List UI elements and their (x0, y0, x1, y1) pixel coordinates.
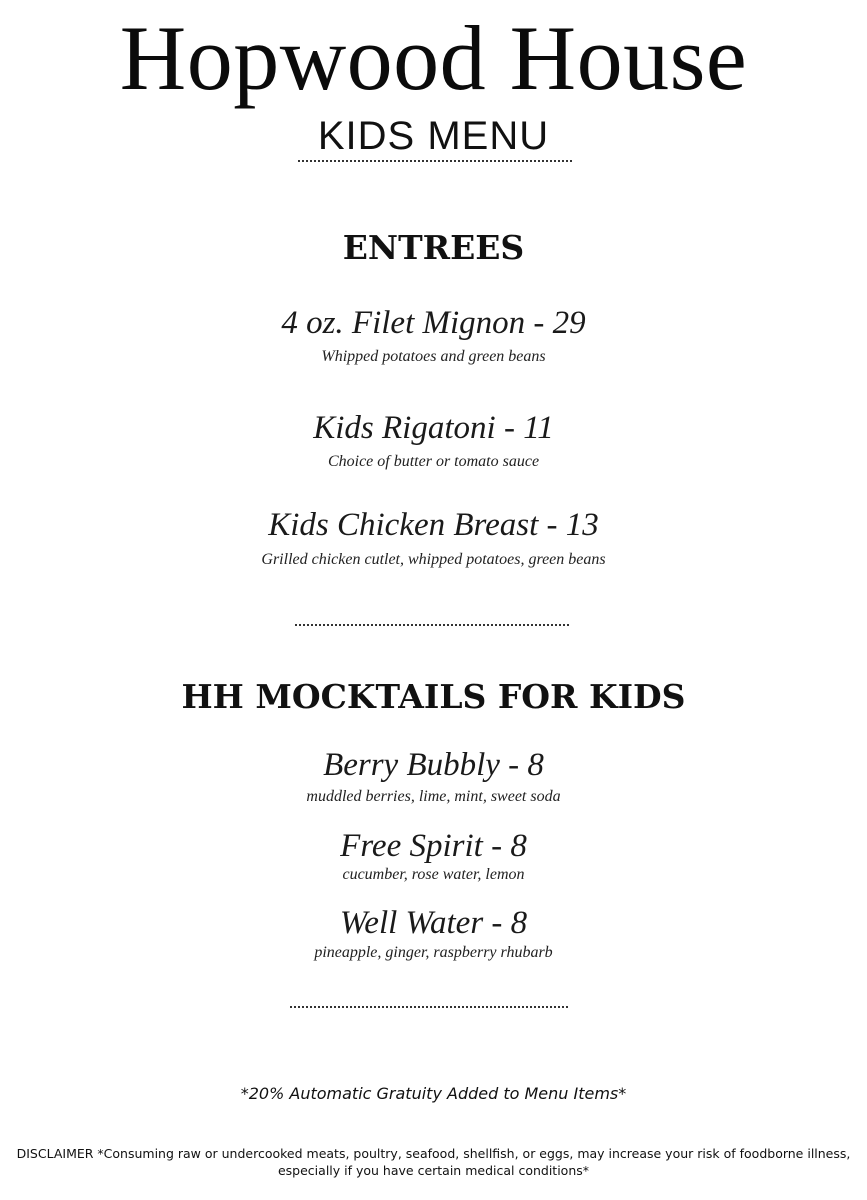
item-price: 8 (510, 828, 527, 864)
mocktails-heading: HH MOCKTAILS FOR KIDS (181, 677, 686, 716)
section-divider (295, 624, 569, 626)
entree-item-name (0, 408, 867, 448)
item-name-text: Kids Rigatoni (313, 410, 496, 446)
gratuity-note: *20% Automatic Gratuity Added to Menu Items* (240, 1084, 627, 1103)
mocktail-item-description: muddled berries, lime, mint, sweet soda (306, 788, 561, 805)
item-price: 8 (527, 747, 544, 783)
item-separator: - (483, 905, 511, 941)
item-price: 13 (565, 507, 599, 543)
mocktail-item-name (0, 903, 867, 943)
item-separator: - (538, 507, 566, 543)
entree-item-description: Grilled chicken cutlet, whipped potatoes, green beans (261, 551, 606, 568)
mocktail-item-name (0, 745, 867, 785)
entrees-heading: ENTREES (342, 228, 525, 267)
entree-item-name (0, 303, 867, 343)
item-separator: - (495, 410, 524, 446)
item-name-text: Well Water (339, 905, 484, 941)
disclaimer-line: DISCLAIMER *Consuming raw or undercooked meats, poultry, seafood, shellfish, or eggs, may increase your risk of foodborne illness, (16, 1146, 851, 1161)
disclaimer-line: especially if you have certain medical conditions* (277, 1163, 590, 1178)
item-price: 29 (552, 305, 586, 341)
item-separator: - (482, 828, 511, 864)
item-separator: - (499, 747, 528, 783)
item-price: 8 (510, 905, 528, 941)
item-separator: - (525, 305, 553, 341)
restaurant-name: Hopwood House (119, 7, 748, 109)
mocktail-item-description: cucumber, rose water, lemon (342, 866, 525, 883)
header-divider (298, 160, 572, 162)
menu-title: KIDS MENU (317, 114, 550, 158)
section-divider (290, 1006, 568, 1008)
item-name-text: Kids Chicken Breast (268, 507, 539, 543)
item-name-text: 4 oz. Filet Mignon (281, 305, 526, 341)
entree-item-description: Choice of butter or tomato sauce (327, 453, 540, 470)
mocktail-item-name (0, 826, 867, 866)
entree-item-description: Whipped potatoes and green beans (321, 348, 546, 365)
item-name-text: Berry Bubbly (323, 747, 500, 783)
entree-item-name (0, 505, 867, 545)
mocktail-item-description: pineapple, ginger, raspberry rhubarb (314, 944, 553, 961)
item-price: 11 (523, 410, 554, 446)
item-name-text: Free Spirit (340, 828, 483, 864)
disclaimer (0, 1145, 867, 1179)
